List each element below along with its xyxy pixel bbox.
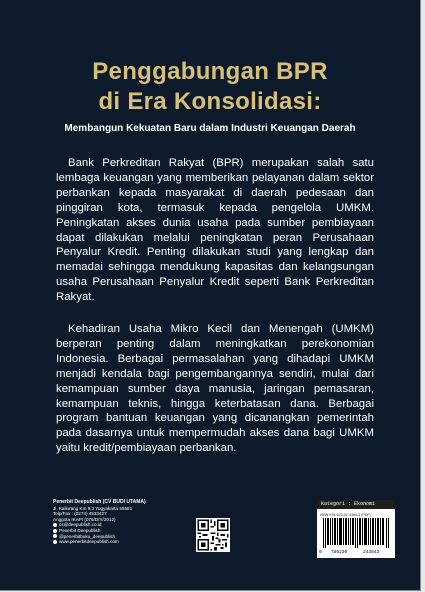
category-label: Kategori : Ekonomi — [317, 500, 395, 509]
subtitle: Membangun Kekuatan Baru dalam Industri Keuangan Daerah — [64, 123, 356, 134]
facebook-icon — [53, 529, 57, 533]
barcode-bars — [323, 518, 389, 548]
barcode-digits-right: 243843 — [363, 550, 380, 555]
title-line-1: Penggabungan BPR — [92, 58, 328, 85]
publisher-name: Penerbit Deepublish (CV BUDI UTAMA) — [53, 499, 146, 505]
barcode-digit-left: 9 — [319, 550, 322, 555]
synopsis-paragraph-2: Kehadiran Usaha Mikro Kecil dan Menengah (UMKM) berperan penting dalam meningkatkan perekonomian Indonesia. Berbagai permasalahan yang dihadapi UMKM menjadi kendala bagi pengembangannya sendiri, mulai dari kemampuan sumber daya manusia, jaringan pemasaran, kemampuan teknis, hingga keterbatasan dana. Berbagai program bantuan keuangan yang dicanangkan pemerintah pada dasarnya untuk mempermudah akses dana bagi UMKM yaitu kredit/pembiayaan perbankan. — [56, 323, 374, 455]
web-icon — [53, 540, 57, 544]
qr-code-image — [196, 518, 230, 552]
synopsis-paragraph-1: Bank Perkreditan Rakyat (BPR) merupakan salah satu lembaga keuangan yang memberikan pelayanan dalam sektor perbankan kepada masyarakat di daerah pedesaan dan pinggiran kota, termasuk kepada pengelola UMKM. Peningkatan akses dunia usaha pada sumber pembiayaan dapat dilakukan melalui peningkatan peran Perusahaan Penyalur Kredit. Penting dilakukan studi yang lengkap dan memadai sehingga mendukung kapasitas dan kelangsungan usaha Perusahaan Penyalur Kredit seperti Bank Perkreditan Rakyat. — [56, 157, 374, 304]
contact-facebook: Penerbit Deepublish — [53, 528, 146, 534]
contact-email: cs@deepublish.co.id — [53, 522, 146, 528]
instagram-icon — [53, 534, 57, 538]
contact-instagram: @penerbitbuku_deepublish — [53, 534, 146, 540]
email-icon — [53, 523, 57, 527]
barcode-digits-middle: 786230 — [331, 550, 348, 555]
publisher-address: Jl. Kaliurang Km 9,3 Yogyakarta 55581 — [53, 505, 133, 511]
publisher-ikapi: Anggota IKAPI (076/DIY/2012) — [53, 516, 116, 522]
publisher-telp: Telp/Fax : (0274) 4533427 — [53, 511, 107, 517]
isbn-text: ISBN 978-623-02-4384-3 (PDF) — [320, 513, 371, 517]
contact-website: www.penerbitdeepublish.com — [53, 539, 146, 545]
isbn-barcode-panel — [317, 500, 395, 558]
publisher-info — [53, 500, 146, 545]
title-line-2: di Era Konsolidasi: — [98, 88, 322, 115]
